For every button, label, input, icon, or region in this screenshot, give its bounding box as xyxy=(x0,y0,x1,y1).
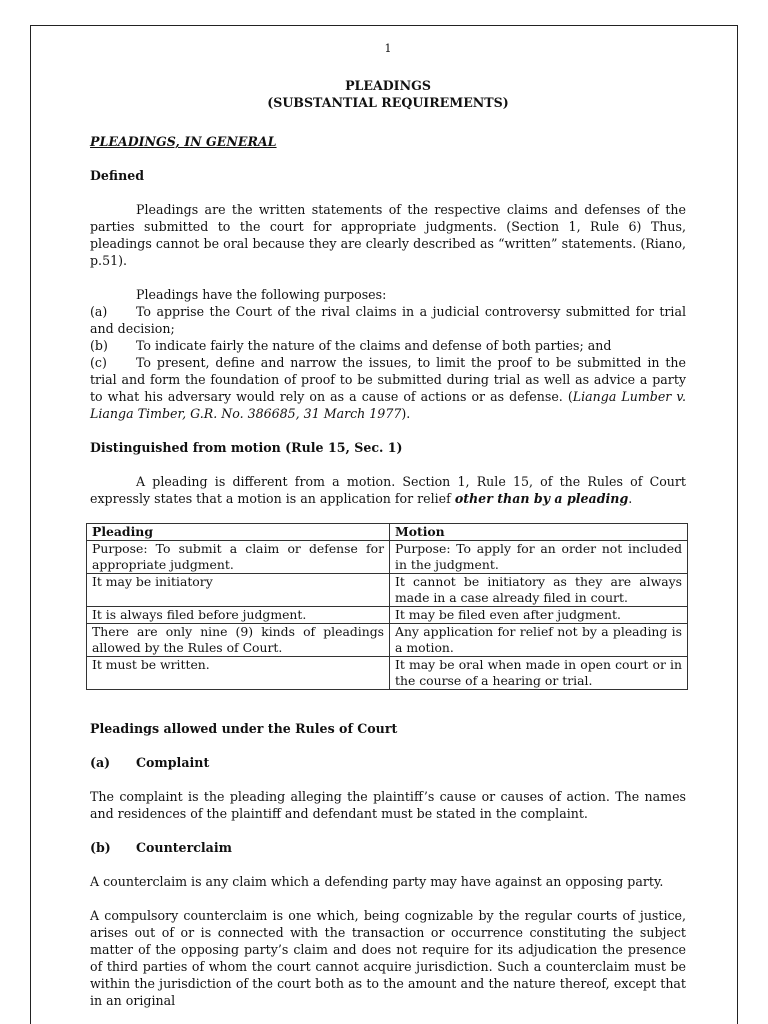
table-cell: Purpose: To apply for an order not included in the judgment. xyxy=(390,541,688,574)
table-header-pleading: Pleading xyxy=(87,524,390,541)
distinguished-heading: Distinguished from motion (Rule 15, Sec. 1) xyxy=(90,440,403,455)
table-cell: It cannot be initiatory as they are always made in a case already filed in court. xyxy=(390,574,688,607)
purpose-text-b: To indicate fairly the nature of the claims and defense of both parties; and xyxy=(136,338,612,353)
table-row xyxy=(87,657,688,690)
distinguished-emphasis: other than by a pleading xyxy=(454,491,629,506)
table-cell: It may be filed even after judgment. xyxy=(390,607,688,624)
purpose-item-b xyxy=(90,337,686,354)
section-heading xyxy=(90,133,686,150)
purpose-item-a xyxy=(90,303,686,337)
table-row xyxy=(87,624,688,657)
purpose-text-a: To apprise the Court of the rival claims in a judicial controversy submitted for trial and decision; xyxy=(90,304,686,336)
table-row xyxy=(87,541,688,574)
counterclaim-heading xyxy=(90,839,686,856)
table-cell: Purpose: To submit a claim or defense for appropriate judgment. xyxy=(87,541,390,574)
title-line-2: (SUBSTANTIAL REQUIREMENTS) xyxy=(267,95,509,110)
distinguished-text-end: . xyxy=(628,491,633,506)
complaint-label: (a) xyxy=(90,755,111,770)
complaint-paragraph: The complaint is the pleading alleging the plaintiff’s cause or causes of action. The names and residences of the plaintiff and defendant must be stated in the complaint. xyxy=(90,789,686,821)
purpose-text-c: To present, define and narrow the issues, to limit the proof to be submitted in the trial and form the foundation of proof to be submitted during trial as well as advice a party to what his adversary would rely on as a cause of actions or as defense. ( xyxy=(90,355,686,404)
complaint-title: Complaint xyxy=(136,755,210,770)
purpose-label-a: (a) xyxy=(90,304,108,319)
table-cell: It is always filed before judgment. xyxy=(87,607,390,624)
table-cell: It may be initiatory xyxy=(87,574,390,607)
page-content xyxy=(90,40,686,1009)
table-header-row xyxy=(87,524,688,541)
table-row xyxy=(87,607,688,624)
purpose-text-c-end: ). xyxy=(401,406,411,421)
purposes-intro: Pleadings have the following purposes: xyxy=(136,287,387,302)
section-heading-text: PLEADINGS, IN GENERAL xyxy=(90,134,277,149)
table-row xyxy=(87,574,688,607)
counterclaim-label: (b) xyxy=(90,840,111,855)
purpose-citation: Lianga Lumber v. Lianga Timber, G.R. No. 386685, 31 March 1977 xyxy=(90,389,686,421)
page-number: 1 xyxy=(384,42,392,55)
distinguished-paragraph xyxy=(90,473,686,507)
distinguished-text: A pleading is different from a motion. Section 1, Rule 15, of the Rules of Court expressly states that a motion is an application for relief xyxy=(90,474,686,506)
title-line-1: PLEADINGS xyxy=(345,78,431,93)
purpose-label-b: (b) xyxy=(90,338,108,353)
defined-heading: Defined xyxy=(90,168,145,183)
purpose-item-c xyxy=(90,354,686,422)
table-cell: There are only nine (9) kinds of pleadings allowed by the Rules of Court. xyxy=(87,624,390,657)
purpose-label-c: (c) xyxy=(90,355,107,370)
defined-paragraph: Pleadings are the written statements of the respective claims and defenses of the parties submitted to the court for appropriate judgments. (Section 1, Rule 6) Thus, pleadings cannot be oral because they are clearly described as “written” statements. (Riano, p.51). xyxy=(90,202,686,268)
document-page xyxy=(30,25,738,1024)
table-cell: Any application for relief not by a pleading is a motion. xyxy=(390,624,688,657)
comparison-table xyxy=(86,523,688,690)
table-cell: It may be oral when made in open court or in the course of a hearing or trial. xyxy=(390,657,688,690)
table-header-motion: Motion xyxy=(390,524,688,541)
counterclaim-title: Counterclaim xyxy=(136,840,232,855)
complaint-heading xyxy=(90,754,686,771)
document-title xyxy=(90,77,686,111)
table-cell: It must be written. xyxy=(87,657,390,690)
counterclaim-paragraph-1: A counterclaim is any claim which a defending party may have against an opposing party. xyxy=(90,874,664,889)
counterclaim-paragraph-2: A compulsory counterclaim is one which, being cognizable by the regular courts of justice, arises out of or is connected with the transaction or occurrence constituting the subject matter of the opposing party’s claim and does not require for its adjudication the presence of third parties of whom the court cannot acquire jurisdiction. Such a counterclaim must be within the jurisdiction of the court both as to the amount and the nature thereof, except that in an original xyxy=(90,908,686,1008)
allowed-heading: Pleadings allowed under the Rules of Court xyxy=(90,721,398,736)
